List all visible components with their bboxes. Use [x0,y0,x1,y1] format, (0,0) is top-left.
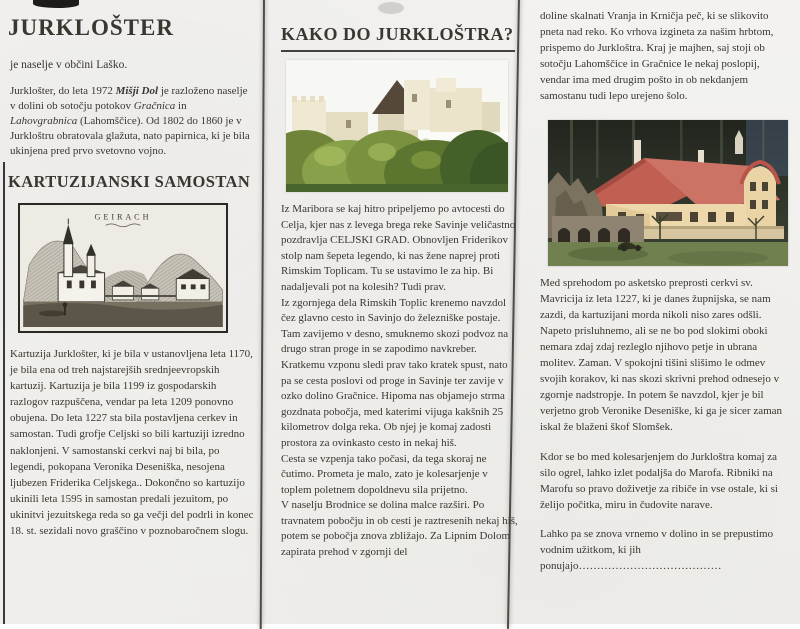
misji-dol-emphasis: Mišji Dol [115,85,159,97]
intro-text: in [175,100,187,112]
page-title: JURKLOŠTER [8,15,174,40]
engraving-caption: GEIRACH [94,212,152,222]
lahovgrabnica-emphasis: Lahovgrabnica [10,115,78,127]
subtitle: je naselje v občini Laško. [10,59,128,71]
intro-paragraph [10,84,252,159]
paragraph: Lahko pa se znova vrnemo v dolino in se prepustimo vodnim užitkom, ki jih ponujajo………………………………… [540,527,774,573]
monastery-building-photo [548,120,788,266]
paragraph: Kdor se bo med kolesarjenjem do Jurkloštra komaj za silo ogrel, lahko izlet podaljša do Marofa. Ribniki na Marofu so pravo doživetje za ribiče in vse ostale, ki si želijo počitka, miru in čudovite narave. [540,450,778,511]
paragraph: Iz zgornjega dela Rimskih Toplic krenemo navzdol čez glavno cesto in Savinjo do železniške postaje. Tam zavijemo v desno, smuknemo skozi podvoz na drugo stran proge in se zapodimo navkreber. Kratkemu vzponu sledi prav tako kratek spust, nato pa se cesta poslovi od proge in Savinje ter zavije v ozko dolino Gračnice. Hipoma nas objamejo strma gozdnata pobočja, med katerimi vijuga kakšnih 25 kilometrov dolga reka. Ob njej je komaj zadosti prostora za ovinkasto cesto in nekaj hiš. [281,296,509,449]
intro-text: Jurklošter, do leta 1972 [10,85,116,97]
history-paragraph: Kartuzija Jurklošter, ki je bila v ustanovljena leta 1170, je bila ena od treh najstarejših srednjeevropskih kartuzij. Kartuzija je bila 1199 iz gospodarskih razlogov razpuščena, vendar pa leta 1209 ponovno obujena. Do leta 1227 sta bila postavljena cerkev in samostan. Tudi grofje Celjski so bili kartuziji izredno naklonjeni. V samostanski cerkvi naj bi bila, po legendi, pokopana Veronika Deseniška, nesojena ljubezen Friderika Celjskega.. Dokončno so kartuzijo ukinili leta 1595 in samostan predali jezuitom, po ukinitvi jezuitskega reda so ga večji del podrli in konec 18. st. sezidali novo graščino v poznobaročnem slogu. [10,348,254,538]
scan-smudge [378,2,404,14]
geirach-engraving-image [18,203,228,333]
paragraph: Cesta se vzpenja tako počasi, da tega skoraj ne čutimo. Prometa je malo, zato je kolesarjenje v toplem poletnem dopoldnevu sila prijetno. [281,452,488,496]
panel-jurkloster [8,14,255,539]
directions-text [281,202,519,561]
section-heading-directions: KAKO DO JURKLOŠTRA? [281,24,515,52]
fold-line-left [260,0,265,629]
panel-continuation [540,8,792,574]
section-heading-monastery: KARTUZIJANSKI SAMOSTAN [8,172,251,191]
paragraph: Med sprehodom po asketsko preprosti cerkvi sv. Mavricija iz leta 1227, ki je danes župnijska, se nam zazdi, da kartuzijani morda nikoli niso zares odšli. Napeto prisluhnemo, ali se ne bo pod slokimi oboki nemara zdaj zdaj rezleglo njihovo petje in ubrana molitev. Zaman. V spokojni tišini slišimo le odmev svojih korakov, ki nas skozi skrivni prehod odnesejo v zgornje nadstropje. In potem še navzdol, kjer je bil verjetno grob Veronike Deseniške, ki ga je sicer zaman iskal že blaženi škof Slomšek. [540,276,783,434]
paragraph: Iz Maribora se kaj hitro pripeljemo po avtocesti do Celja, kjer nas z levega brega reke Savinje veličastno pozdravlja CELJSKI GRAD. Obnovljen Friderikov stolp nam šepeta legendo, ki nas žene naprej proti Rimskim Toplicam. Tu se ustavimo le za hip. Bi nadaljevali pot na kolesih? Tudi prav. [281,203,516,293]
paragraph: doline skalnati Vranja in Krničja peč, ki se slikovito pneta nad reko. Ko vrhova izgineta za našim hrbtom, prispemo do Jurkloštra. Kraj je majhen, saj stoji ob sotočju Lahomščice in Gračnice le nekaj poslopij, vendar ima med drugim pošto in ob nekdanjem samostanu tudi lepo urejeno šolo. [540,10,774,103]
castle-illustration [286,60,508,192]
engraving-illustration [20,205,226,327]
paragraph: V naselju Brodnice se dolina malce razširi. Po travnatem pobočju in ob cesti je raztresenih nekaj hiš, potem se pobočja znova zbližajo. Za Lipnim Dolom zapirata prehod v zgornji del [281,499,518,559]
scan-smudge [33,0,79,8]
gracnica-emphasis: Gračnica [133,100,176,112]
monastery-illustration [548,120,788,266]
panel-directions [281,24,519,561]
intro-text: (Lahomščice). Od 1802 do 1860 je v Jurkloštru obratovala glažuta, nato papirnica, ki je bila ukinjena pred prvo svetovno vojno. [10,115,250,157]
intro-text: je razloženo naselje v dolini ob sotočju potokov [10,85,248,112]
page-edge-line [3,162,5,624]
celje-castle-photo [286,60,508,192]
